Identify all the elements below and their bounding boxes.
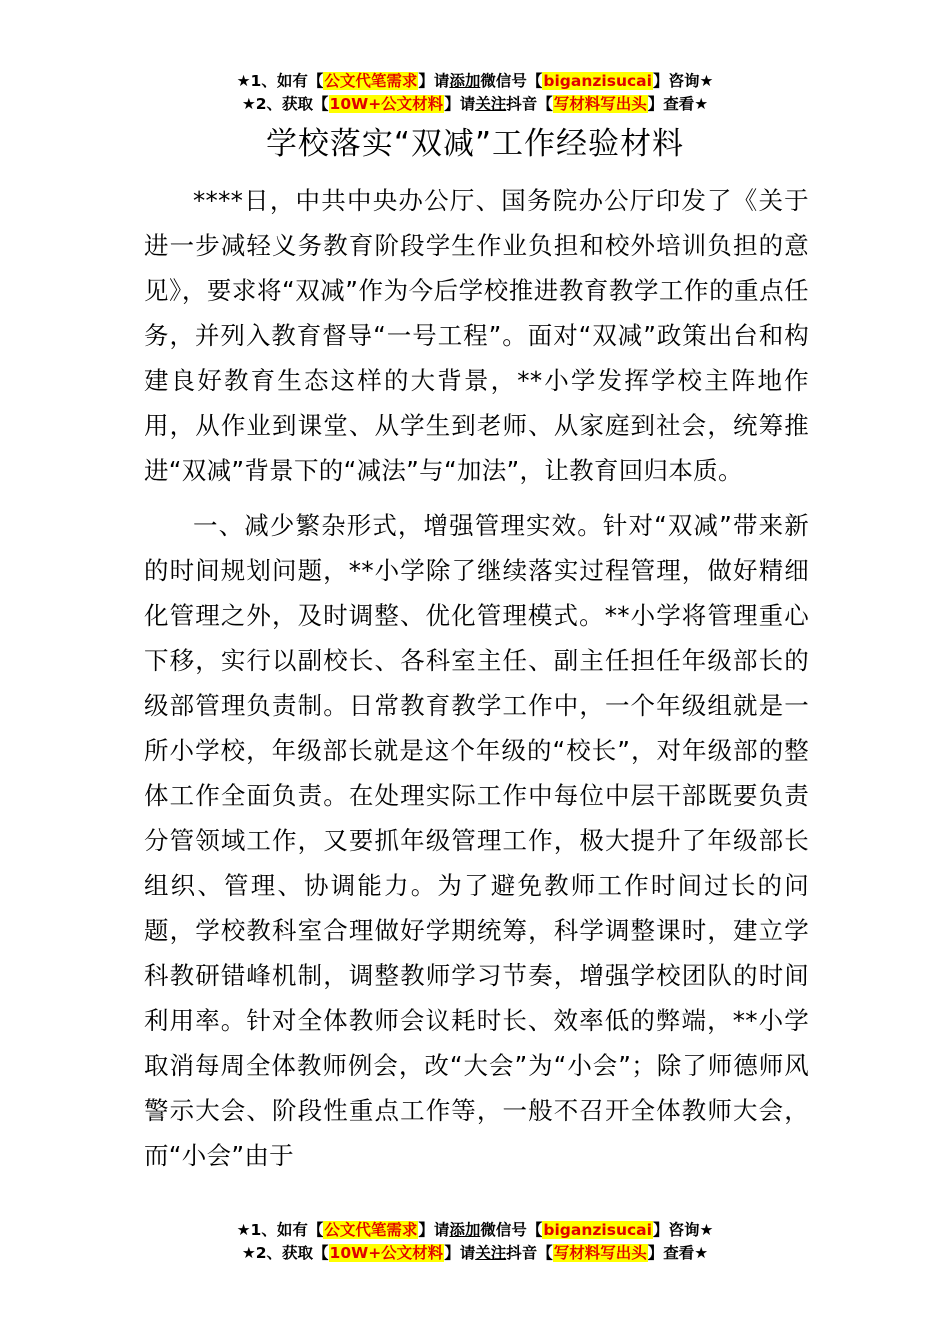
promo-highlight: 公文代笔需求	[324, 72, 418, 90]
paragraph-section-1: 一、减少繁杂形式，增强管理实效。针对“双减”带来新的时间规划问题，**小学除了继续落实过程管理，做好精细化管理之外，及时调整、优化管理模式。**小学将管理重心下移，实行以副校长、各科室主任、副主任担任年级部长的级部管理负责制。日常教育教学工作中，一个年级组就是一所小学校，年级部长就是这个年级的“校长”，对年级部的整体工作全面负责。在处理实际工作中每位中层干部既要负责分管领域工作，又要抓年级管理工作，极大提升了年级部长组织、管理、协调能力。为了避免教师工作时间过长的问题，学校教科室合理做好学期统筹，科学调整课时，建立学科教研错峰机制，调整教师学习节奏，增强学校团队的时间利用率。针对全体教师会议耗时长、效率低的弊端，**小学取消每周全体教师例会，改“大会”为“小会”；除了师德师风警示大会、阶段性重点工作等，一般不召开全体教师大会，而“小会”由于	[144, 511, 809, 1170]
footer-promo-banner	[0, 1219, 950, 1265]
header-promo-banner	[0, 70, 950, 116]
promo-text: 】请	[444, 1244, 476, 1262]
document-body	[144, 178, 809, 1178]
promo-highlight: biganzisucai	[543, 72, 652, 90]
promo-text: 抖音【	[506, 1244, 553, 1262]
promo-text: ★2、获取【	[241, 95, 329, 113]
document-title: 学校落实“双减”工作经验材料	[265, 126, 685, 162]
promo-emphasis: 添加	[449, 72, 481, 90]
promo-text: 】查看★	[647, 1244, 709, 1262]
promo-highlight: 公文代笔需求	[324, 1221, 418, 1239]
header-promo-line-1	[0, 70, 950, 93]
promo-highlight: biganzisucai	[543, 1221, 652, 1239]
promo-text: 抖音【	[506, 95, 553, 113]
header-promo-line-2	[0, 93, 950, 116]
footer-promo-line-1	[0, 1219, 950, 1242]
promo-text: 】请	[418, 1221, 450, 1239]
promo-emphasis: 添加	[449, 1221, 481, 1239]
promo-emphasis: 关注	[475, 1244, 507, 1262]
promo-text: ★2、获取【	[241, 1244, 329, 1262]
promo-text: 】查看★	[647, 95, 709, 113]
promo-text: 微信号【	[480, 72, 543, 90]
footer-promo-line-2	[0, 1242, 950, 1265]
paragraph-intro: ****日，中共中央办公厅、国务院办公厅印发了《关于进一步减轻义务教育阶段学生作业负担和校外培训负担的意见》，要求将“双减”作为今后学校推进教育教学工作的重点任务，并列入教育督导“一号工程”。面对“双减”政策出台和构建良好教育生态这样的大背景，**小学发挥学校主阵地作用，从作业到课堂、从学生到老师、从家庭到社会，统筹推进“双减”背景下的“减法”与“加法”，让教育回归本质。	[144, 186, 809, 485]
promo-text: 】咨询★	[652, 72, 714, 90]
promo-text: 】咨询★	[652, 1221, 714, 1239]
promo-text: 微信号【	[480, 1221, 543, 1239]
promo-text: ★1、如有【	[236, 72, 324, 90]
promo-highlight: 写材料写出头	[553, 95, 647, 113]
promo-highlight: 10W+公文材料	[329, 1244, 444, 1262]
promo-text: 】请	[444, 95, 476, 113]
promo-highlight: 写材料写出头	[553, 1244, 647, 1262]
promo-highlight: 10W+公文材料	[329, 95, 444, 113]
promo-emphasis: 关注	[475, 95, 507, 113]
promo-text: ★1、如有【	[236, 1221, 324, 1239]
promo-text: 】请	[418, 72, 450, 90]
